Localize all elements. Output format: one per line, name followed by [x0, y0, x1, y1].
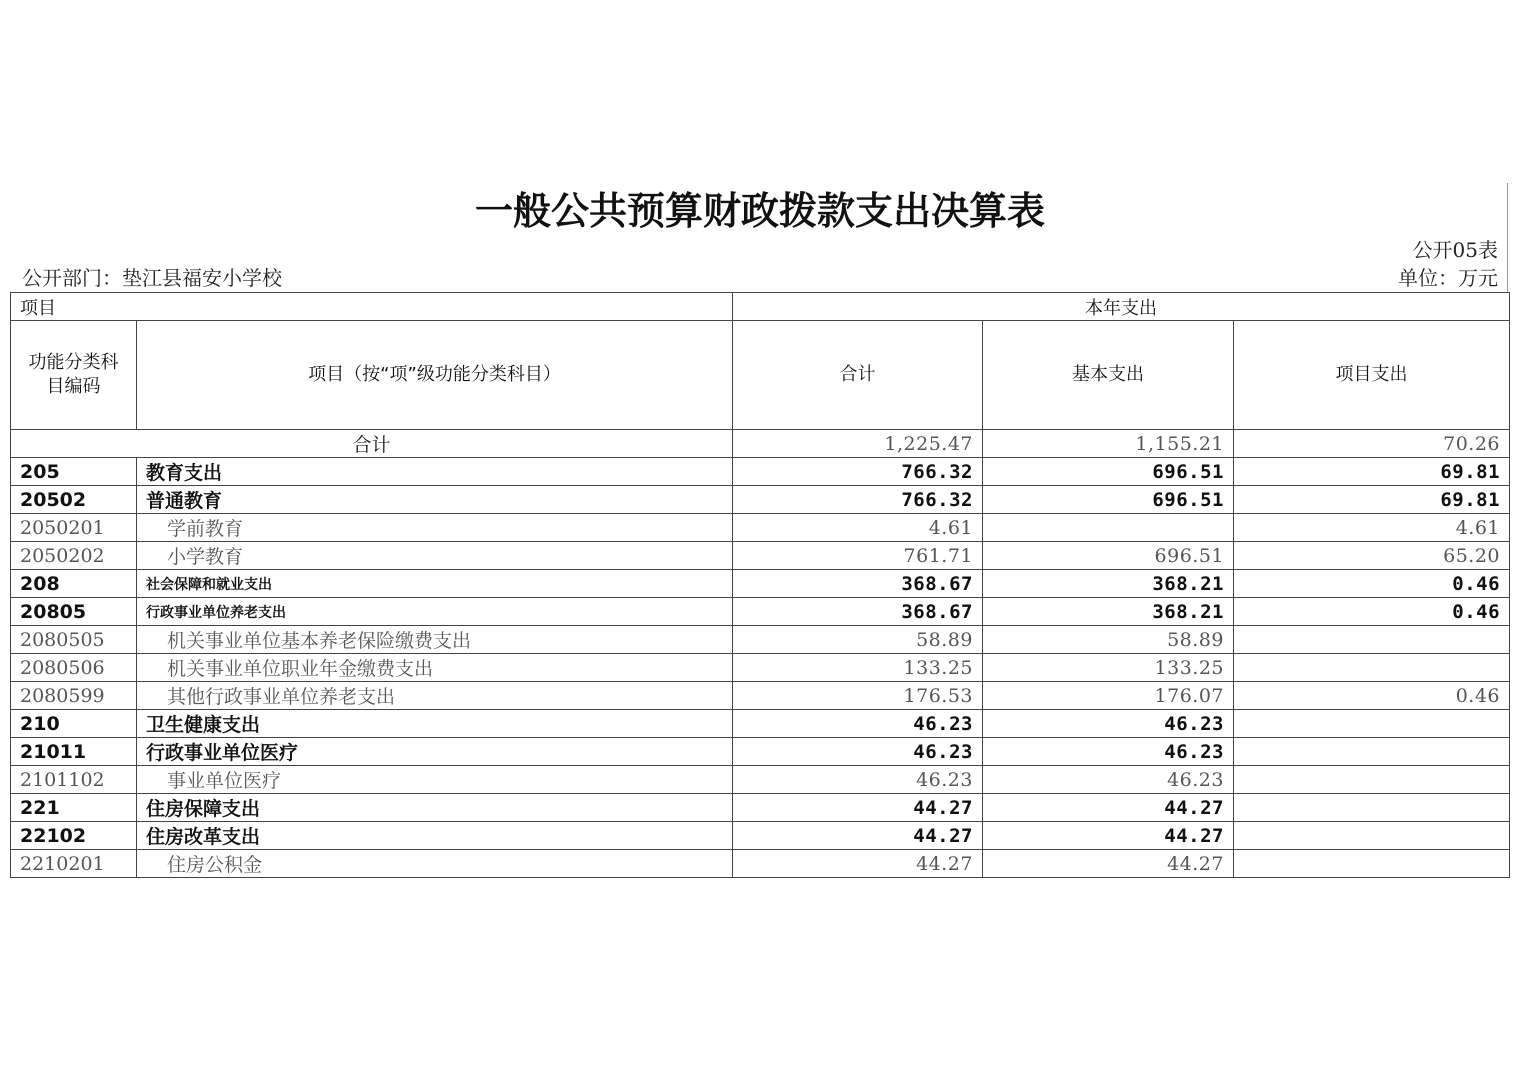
row-name: 其他行政事业单位养老支出 [137, 682, 733, 710]
row-basic: 696.51 [983, 542, 1234, 570]
row-code: 21011 [11, 738, 137, 766]
row-code: 2210201 [11, 850, 137, 878]
row-project [1234, 654, 1510, 682]
table-row [11, 486, 1510, 514]
row-code: 205 [11, 458, 137, 486]
row-total: 44.27 [733, 822, 983, 850]
row-project [1234, 794, 1510, 822]
row-total: 761.71 [733, 542, 983, 570]
table-row [11, 850, 1510, 878]
row-name: 机关事业单位基本养老保险缴费支出 [137, 626, 733, 654]
table-row [11, 794, 1510, 822]
row-project: 0.46 [1234, 598, 1510, 626]
row-code: 2080506 [11, 654, 137, 682]
table-code: 公开05表 [1412, 238, 1498, 262]
row-basic: 44.27 [983, 794, 1234, 822]
row-code: 20805 [11, 598, 137, 626]
row-project: 65.20 [1234, 542, 1510, 570]
table-row [11, 682, 1510, 710]
row-basic: 176.07 [983, 682, 1234, 710]
row-code: 2080599 [11, 682, 137, 710]
header-basic: 基本支出 [983, 321, 1234, 430]
row-project [1234, 626, 1510, 654]
row-code: 208 [11, 570, 137, 598]
row-total: 46.23 [733, 766, 983, 794]
expenditure-table [10, 292, 1510, 878]
row-total: 176.53 [733, 682, 983, 710]
row-basic: 368.21 [983, 598, 1234, 626]
table-row [11, 598, 1510, 626]
table-row [11, 738, 1510, 766]
row-project: 4.61 [1234, 514, 1510, 542]
row-project [1234, 850, 1510, 878]
row-total: 46.23 [733, 738, 983, 766]
unit-label: 单位：万元 [1398, 266, 1498, 290]
total-row-label: 合计 [11, 430, 733, 458]
header-total: 合计 [733, 321, 983, 430]
row-basic [983, 514, 1234, 542]
total-row [11, 430, 1510, 458]
header-name: 项目（按“项”级功能分类科目） [137, 321, 733, 430]
row-code: 210 [11, 710, 137, 738]
row-name: 机关事业单位职业年金缴费支出 [137, 654, 733, 682]
row-total: 766.32 [733, 486, 983, 514]
row-project [1234, 822, 1510, 850]
row-name: 学前教育 [137, 514, 733, 542]
row-name: 住房公积金 [137, 850, 733, 878]
total-row-basic: 1,155.21 [983, 430, 1234, 458]
row-name: 行政事业单位医疗 [137, 738, 733, 766]
row-project [1234, 738, 1510, 766]
row-total: 44.27 [733, 850, 983, 878]
table-row [11, 654, 1510, 682]
row-name: 教育支出 [137, 458, 733, 486]
row-name: 住房保障支出 [137, 794, 733, 822]
department-label: 公开部门：垫江县福安小学校 [22, 266, 282, 290]
row-project [1234, 766, 1510, 794]
row-project [1234, 710, 1510, 738]
row-basic: 46.23 [983, 766, 1234, 794]
table-row [11, 514, 1510, 542]
row-project: 0.46 [1234, 682, 1510, 710]
row-total: 368.67 [733, 598, 983, 626]
row-project: 69.81 [1234, 486, 1510, 514]
table-row [11, 458, 1510, 486]
table-row [11, 766, 1510, 794]
row-name: 卫生健康支出 [137, 710, 733, 738]
header-code: 功能分类科目编码 [11, 321, 137, 430]
row-basic: 44.27 [983, 850, 1234, 878]
row-name: 行政事业单位养老支出 [137, 598, 733, 626]
row-basic: 368.21 [983, 570, 1234, 598]
row-basic: 696.51 [983, 486, 1234, 514]
row-basic: 133.25 [983, 654, 1234, 682]
table-row [11, 626, 1510, 654]
total-row-total: 1,225.47 [733, 430, 983, 458]
row-project: 69.81 [1234, 458, 1510, 486]
row-name: 事业单位医疗 [137, 766, 733, 794]
row-total: 133.25 [733, 654, 983, 682]
row-project: 0.46 [1234, 570, 1510, 598]
total-row-project: 70.26 [1234, 430, 1510, 458]
row-total: 766.32 [733, 458, 983, 486]
row-name: 社会保障和就业支出 [137, 570, 733, 598]
row-total: 58.89 [733, 626, 983, 654]
row-code: 2080505 [11, 626, 137, 654]
row-total: 4.61 [733, 514, 983, 542]
row-basic: 44.27 [983, 822, 1234, 850]
header-item: 项目 [11, 293, 733, 321]
header-project: 项目支出 [1234, 321, 1510, 430]
row-basic: 46.23 [983, 710, 1234, 738]
row-code: 2101102 [11, 766, 137, 794]
row-basic: 696.51 [983, 458, 1234, 486]
table-row [11, 822, 1510, 850]
table-row [11, 542, 1510, 570]
table-row [11, 710, 1510, 738]
row-total: 368.67 [733, 570, 983, 598]
row-code: 221 [11, 794, 137, 822]
row-code: 2050201 [11, 514, 137, 542]
row-name: 住房改革支出 [137, 822, 733, 850]
row-total: 44.27 [733, 794, 983, 822]
row-basic: 46.23 [983, 738, 1234, 766]
row-name: 小学教育 [137, 542, 733, 570]
row-code: 22102 [11, 822, 137, 850]
page-title: 一般公共预算财政拨款支出决算表 [474, 189, 1045, 233]
header-current-year: 本年支出 [733, 293, 1510, 321]
row-code: 20502 [11, 486, 137, 514]
table-row [11, 570, 1510, 598]
row-name: 普通教育 [137, 486, 733, 514]
row-code: 2050202 [11, 542, 137, 570]
row-basic: 58.89 [983, 626, 1234, 654]
row-total: 46.23 [733, 710, 983, 738]
